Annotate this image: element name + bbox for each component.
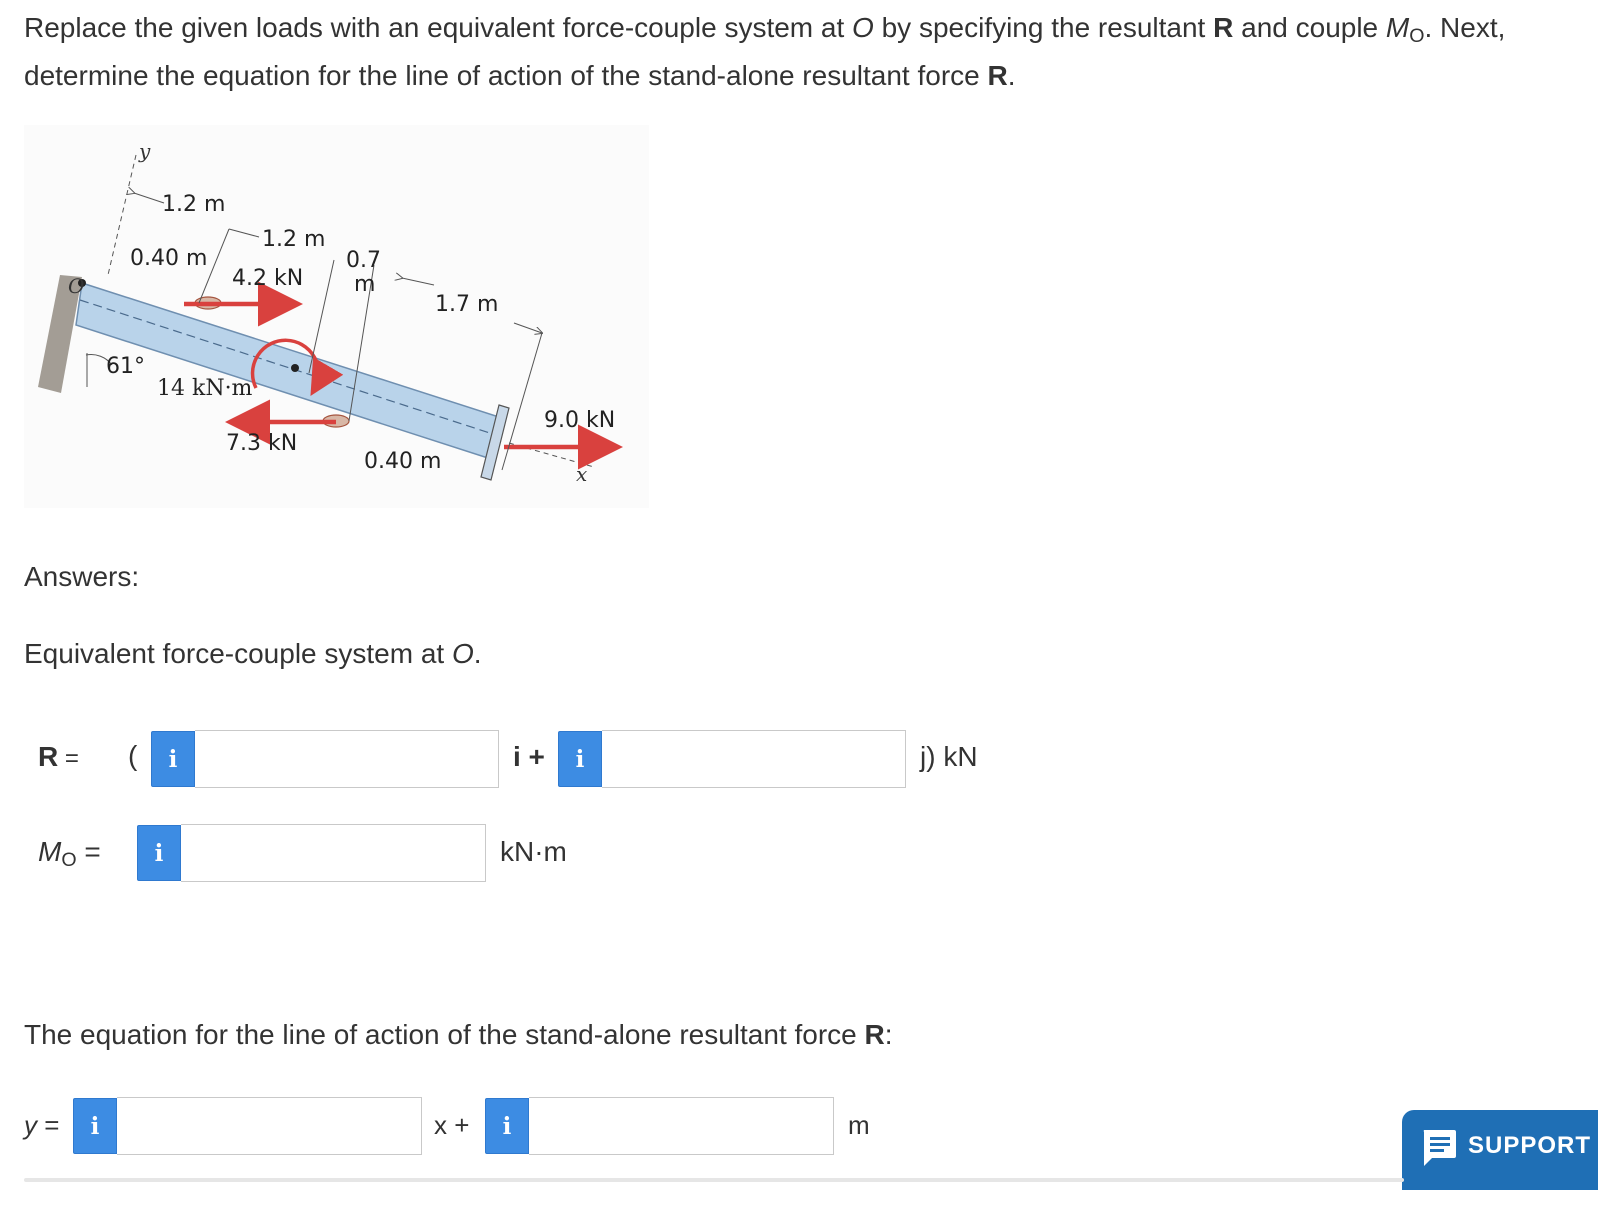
couple-label-14: 14 kN·m [157,376,253,401]
info-button-rx[interactable]: i [151,731,195,787]
rx-input[interactable] [195,730,499,788]
meter-unit-label: m [848,1110,870,1140]
dim-line [134,193,164,203]
problem-figure [24,125,649,508]
dim-line [514,323,542,333]
question-text-part: Replace the given loads with an equivalent force-couple system at [24,12,853,43]
resultant-symbol: R [1213,12,1234,43]
ry-input[interactable] [602,730,906,788]
dim-line [229,229,259,237]
info-button-ry[interactable]: i [558,731,602,787]
mo-input[interactable] [181,824,486,882]
force-label-4-2: 4.2 kN [232,266,304,291]
moment-symbol: M [38,836,62,867]
force-label-7-3: 7.3 kN [226,431,298,456]
question-text-part: determine the equation for the line of action of the stand-alone resultant force [24,59,988,91]
dim-label-0-7-unit: m [354,272,376,297]
x-plus-label: x + [434,1110,470,1140]
support-button[interactable] [1402,1110,1598,1190]
heading-text: . [473,638,482,669]
heading-text: The equation for the line of action of the stand-alone resultant force [24,1019,865,1050]
dim-label-1-2m-top: 1.2 m [162,192,226,217]
dim-label-1-7m: 1.7 m [435,292,499,317]
moment-symbol: M [1385,12,1410,43]
y-symbol: y [24,1110,37,1140]
slope-input[interactable] [117,1097,422,1155]
kn-m-unit-label: kN·m [500,836,567,867]
point-o: O [852,12,874,43]
question-text-part: by specifying the resultant [873,12,1214,43]
dim-label-1-2m-second: 1.2 m [262,227,326,252]
y-label [24,1110,59,1141]
equivalent-system-heading [24,638,482,670]
dim-label-0-40m-top: 0.40 m [130,246,208,271]
moment-subscript: O [61,848,77,871]
heading-text: Equivalent force-couple system at [24,638,452,669]
y-axis-label: y [139,139,151,163]
resultant-symbol: R [864,1019,885,1050]
point-o: O [451,638,474,669]
support-label: SUPPORT [1468,1132,1592,1159]
question-text-part: . Next, [1424,12,1506,43]
heading-text: : [884,1019,893,1050]
dim-line [502,333,542,470]
dim-line [309,260,334,373]
equals-sign: = [37,1110,60,1140]
bottom-divider [24,1178,1404,1182]
info-button-intercept[interactable]: i [485,1098,529,1154]
dim-label-0-40m-bottom: 0.40 m [364,449,442,474]
moment-subscript: O [1409,24,1425,47]
info-button-slope[interactable]: i [73,1098,117,1154]
question-text-part: and couple [1233,12,1386,43]
answers-heading: Answers: [24,561,140,592]
equals-sign: = [76,836,101,867]
question-text [24,8,1564,95]
intercept-input[interactable] [529,1097,834,1155]
r-symbol: R [38,741,59,772]
open-paren: ( [128,740,138,771]
line-of-action-heading [24,1019,893,1051]
origin-label: O [68,274,85,298]
info-button-mo[interactable]: i [137,825,181,881]
chat-icon [1420,1128,1458,1168]
mo-label [38,836,101,872]
i-unit-label: i + [513,741,545,772]
resultant-symbol: R [987,59,1008,91]
j-unit-label: j) kN [920,741,978,772]
question-text-part: . [1007,59,1016,91]
dim-line [402,278,434,285]
couple-point [291,364,299,372]
beam-diagram [24,125,649,508]
dim-label-0-7: 0.7 [346,248,381,273]
equals-sign: = [58,745,79,772]
r-label [38,741,79,773]
force-label-9-0: 9.0 kN [544,408,616,433]
angle-label: 61° [106,354,145,379]
x-axis-label: x [576,462,588,486]
